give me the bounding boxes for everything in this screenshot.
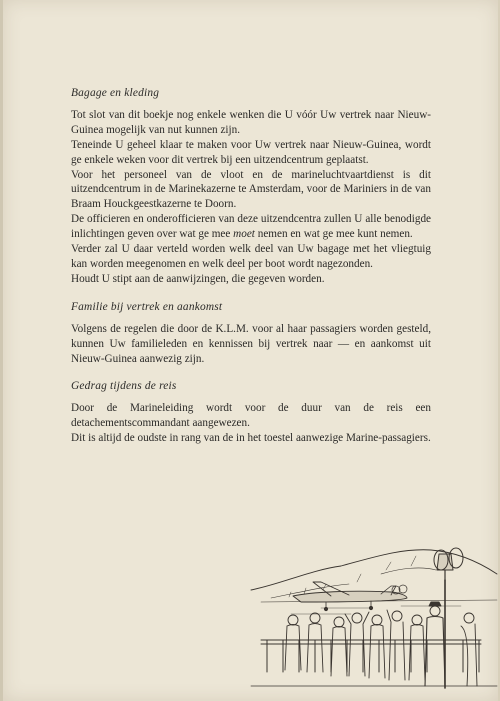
- paragraph: De officieren en onderofficieren van deze uitzendcentra zullen U alle benodigde inlichtingen geven over wat ge mee moet nemen en wat ge mee kunt nemen.: [71, 213, 431, 241]
- paragraph: Dit is altijd de oudste in rang van de in het toestel aanwezige Marine-passagiers.: [71, 432, 431, 445]
- section-heading-gedrag: Gedrag tijdens de reis: [71, 380, 177, 393]
- airport-sketch-illustration: [231, 540, 499, 690]
- emphasis: moet: [233, 228, 255, 241]
- paragraph: Teneinde U geheel klaar te maken voor Uw vertrek naar Nieuw-Guinea, wordt ge enkele weken voor dit vertrek bij een uitzendcentrum geplaatst.: [71, 138, 431, 166]
- paragraph: Door de Marineleiding wordt voor de duur van de reis een detachementscommandant aangewezen.: [71, 402, 431, 430]
- paragraph: Voor het personeel van de vloot en de marineluchtvaartdienst is dit uitzendcentrum in de Marinekazerne te Amsterdam, voor de Mariniers in de van Braam Houckgeestkazerne te Doorn.: [71, 168, 431, 211]
- section-heading-bagage: Bagage en kleding: [71, 87, 160, 99]
- airplane-icon: [293, 582, 407, 611]
- loudspeaker-pole-icon: [434, 548, 463, 688]
- fence: [261, 640, 481, 672]
- section-heading-familie: Familie bij vertrek en aankomst: [71, 300, 223, 313]
- mountain-range: [251, 550, 497, 590]
- page-text: [71, 86, 431, 446]
- paragraph: Houdt U stipt aan de aanwijzingen, die gegeven worden.: [71, 272, 325, 285]
- paragraph: Verder zal U daar verteld worden welk deel van Uw bagage met het vliegtuig kan worden meegenomen en welk deel per boot wordt nagezonden.: [71, 243, 431, 270]
- paragraph: Tot slot van dit boekje nog enkele wenken die U vóór Uw vertrek naar Nieuw-Guinea mogelijk van nut kunnen zijn.: [71, 108, 431, 136]
- paragraph: Volgens de regelen die door de K.L.M. voor al haar passagiers worden gesteld, kunnen Uw familieleden en kennissen bij vertrek naar — en aankomst uit Nieuw-Guinea aanwezig zijn.: [71, 322, 431, 365]
